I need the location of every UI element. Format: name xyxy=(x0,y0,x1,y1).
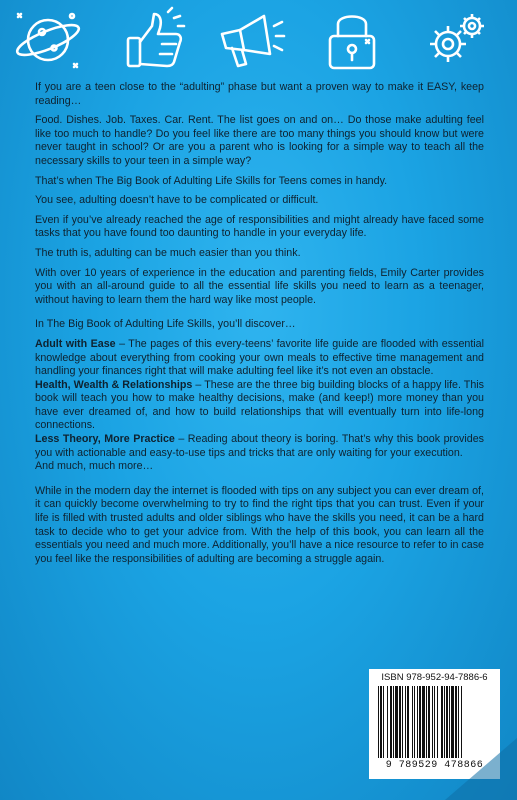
barcode-bar xyxy=(441,686,443,758)
padlock-icon xyxy=(316,4,388,76)
intro-paragraph: If you are a teen close to the “adulting” phase but want a proven way to make it EASY, keep reading… xyxy=(35,81,484,107)
bullet-much-more: And much, much more… xyxy=(35,460,154,473)
barcode-bar xyxy=(417,686,418,758)
barcode-digits: 9 789529 478866 xyxy=(385,760,484,771)
barcode-bar xyxy=(428,686,430,758)
barcode-bar xyxy=(395,686,398,758)
barcode-bar xyxy=(402,686,403,758)
barcode-bar xyxy=(387,686,388,758)
barcode-bar xyxy=(434,686,435,758)
bullet-text: – Reading about theory is boring. That’s why this book provides you with actionable and easy-to-use tips and tricks that are only waiting for your execution. xyxy=(35,433,484,459)
barcode-bar xyxy=(432,686,433,758)
discover-paragraph: In The Big Book of Adulting Life Skills, you’ll discover… xyxy=(35,318,296,331)
barcode-bar xyxy=(378,686,379,758)
barcode-bar xyxy=(390,686,392,758)
barcode-bar xyxy=(405,686,406,758)
planet-icon xyxy=(12,4,84,76)
truth-paragraph: The truth is, adulting can be much easier than you think. xyxy=(35,246,301,259)
barcode-bar xyxy=(426,686,427,758)
bullet-less-theory xyxy=(35,433,484,460)
blurb-text xyxy=(35,81,484,572)
bullet-text: – The pages of this every-teens’ favorite life guide are flooded with essential knowledge about everything from cooking your own meals to effective time management and handling your finances right that will make adulting feel like it’s not even an obstacle. xyxy=(35,337,484,378)
barcode-bar xyxy=(407,686,409,758)
barcode-bar xyxy=(437,686,438,758)
bullet-heading: Health, Wealth & Relationships xyxy=(35,378,193,391)
bullet-heading: Adult with Ease xyxy=(35,337,116,350)
bullet-heading: Less Theory, More Practice xyxy=(35,433,175,446)
thumbs-up-icon xyxy=(118,4,190,76)
closing-paragraph: While in the modern day the internet is flooded with tips on any subject you can ever dream of, it can quickly become overwhelming to try to find the right tips that you can trust. Even if your life is filled with trusted adults and older siblings who have the skills you need, it can be a hard task to decide who to get your advice from. With the help of this book, you can learn all the essentials you need and much more. Additionally, you’ll have a nice resource to refer to in case you feel like the responsibilities of adulting are becoming a struggle again. xyxy=(35,484,484,565)
title-paragraph: That’s when The Big Book of Adulting Life Skills for Teens comes in handy. xyxy=(35,174,388,187)
responsibilities-paragraph: Even if you’ve already reached the age of responsibilities and might already have faced some tasks that you have found too daunting to handle in your everyday life. xyxy=(35,213,484,240)
icon-row xyxy=(0,0,517,80)
barcode-bar xyxy=(414,686,415,758)
barcode-bar xyxy=(380,686,382,758)
author-paragraph: With over 10 years of experience in the education and parenting fields, Emily Carter provides you with an all-around guide to all the essential life skills you need to learn as a teenager, without having to learn them the hard way like most people. xyxy=(35,266,484,306)
barcode-bar xyxy=(419,686,421,758)
bullet-adult-with-ease xyxy=(35,338,484,379)
megaphone-icon xyxy=(214,4,286,76)
gears-icon xyxy=(420,4,492,76)
barcode-bar xyxy=(399,686,401,758)
reassurance-paragraph: You see, adulting doesn’t have to be complicated or difficult. xyxy=(35,194,319,207)
bullet-text: – These are the three big building blocks of a happy life. This book will teach you how to make healthy decisions, make (and keep!) more money than you have ever dreamed of, and how to build relationships that will eventually turn into life-long connections. xyxy=(35,378,485,432)
problem-paragraph: Food. Dishes. Job. Taxes. Car. Rent. The list goes on and on… Do those make adulting feel like too much to handle? Do you feel like there are too many things you should know but were never taught in school? Or are you a parent who is looking for a simple way to teach all the necessary skills to your teen in a simple way? xyxy=(35,114,484,167)
barcode-bar xyxy=(383,686,384,758)
corner-badge xyxy=(445,738,517,800)
isbn-label: ISBN 978-952-94-7886-6 xyxy=(381,672,488,683)
bullet-health-wealth xyxy=(35,379,484,433)
barcode-bar xyxy=(412,686,413,758)
barcode-bar xyxy=(393,686,394,758)
barcode-bar xyxy=(422,686,425,758)
